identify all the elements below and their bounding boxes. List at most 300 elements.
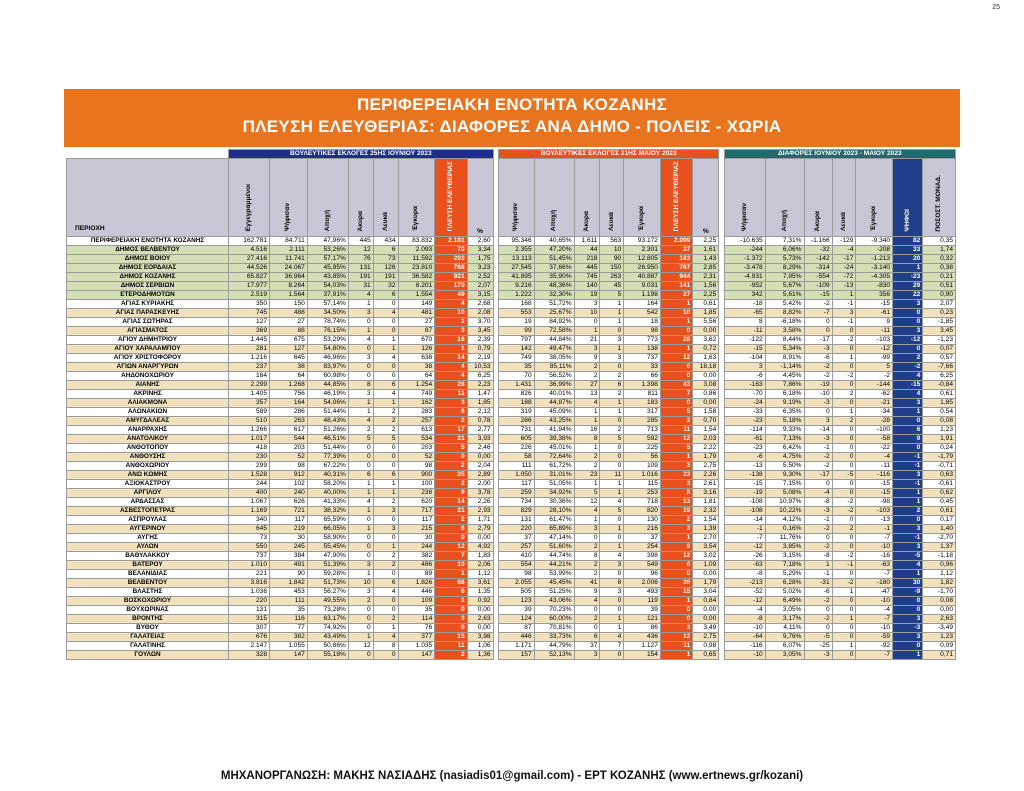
value-cell: 147 (398, 651, 435, 660)
value-cell: 4 (600, 498, 624, 507)
value-cell: -7 (856, 651, 893, 660)
value-cell: 3 (348, 390, 373, 399)
area-name-cell: ΒΕΛΑΝΙΔΙΑΣ (67, 570, 229, 579)
area-name-cell: ΑΥΓΗΣ (67, 534, 229, 543)
value-cell: 2,12 (467, 408, 493, 417)
pleusi-votes-cell: 10 (435, 561, 467, 570)
value-cell: 115 (624, 480, 661, 489)
value-cell: 0 (600, 327, 624, 336)
value-cell: 734 (498, 498, 534, 507)
value-cell: -61 (856, 309, 893, 318)
col-header-label: Εγγεγραμμένοι (245, 184, 253, 232)
value-cell: 0,00 (693, 606, 719, 615)
value-cell: 9,19% (765, 399, 804, 408)
value-cell: -25 (804, 642, 832, 651)
value-cell: 72,58% (534, 327, 574, 336)
value-cell: 0 (832, 624, 856, 633)
value-cell: -10.635 (724, 237, 765, 246)
pleusi-votes-cell: 944 (660, 273, 692, 282)
value-cell: 3,15 (467, 291, 493, 300)
value-cell: -15 (856, 480, 893, 489)
value-cell: 0,61 (693, 300, 719, 309)
value-cell: -100 (856, 426, 893, 435)
pleusi-votes-cell: 0 (660, 570, 692, 579)
value-cell: 398 (624, 552, 661, 561)
value-cell: 44,79% (534, 642, 574, 651)
value-cell: 76 (398, 624, 435, 633)
value-cell: 2 (574, 561, 600, 570)
value-cell: 85,11% (534, 363, 574, 372)
value-cell: 0 (373, 444, 398, 453)
value-cell: 34,50% (307, 309, 348, 318)
value-cell: 0 (373, 300, 398, 309)
value-cell: 1 (348, 570, 373, 579)
value-cell: 8,82% (765, 309, 804, 318)
value-cell: 1.035 (398, 642, 435, 651)
votes-diff-cell: 0 (893, 417, 923, 426)
value-cell: 263 (270, 417, 308, 426)
col-header-label: ΠΛΕΥΣΗ ΕΛΕΥΘΕΡΙΑΣ (446, 161, 454, 232)
value-cell: -108 (724, 498, 765, 507)
value-cell: 436 (624, 633, 661, 642)
value-cell: 0,00 (467, 624, 493, 633)
area-name-cell: ΑΝΘΟΥΣΗΣ (67, 453, 229, 462)
value-cell: 24.067 (270, 264, 308, 273)
value-cell: 1,85 (693, 309, 719, 318)
table-row (67, 435, 956, 444)
value-cell: 2,68 (467, 300, 493, 309)
table-row (67, 399, 956, 408)
pleusi-votes-cell: 12 (660, 633, 692, 642)
value-cell: -2 (804, 300, 832, 309)
value-cell: 1,06 (467, 642, 493, 651)
value-cell: -1 (804, 516, 832, 525)
pleusi-votes-cell: 170 (435, 282, 467, 291)
value-cell: -99 (856, 354, 893, 363)
value-cell: 1.826 (398, 579, 435, 588)
value-cell: 2,63 (467, 615, 493, 624)
votes-diff-cell: 0 (893, 516, 923, 525)
value-cell: 1,91 (923, 435, 956, 444)
value-cell: 1.169 (229, 507, 270, 516)
value-cell: 87 (498, 624, 534, 633)
value-cell: -10 (856, 543, 893, 552)
value-cell: 168 (498, 300, 534, 309)
value-cell: 410 (498, 552, 534, 561)
votes-diff-cell: 33 (893, 246, 923, 255)
value-cell: 1,23 (923, 426, 956, 435)
value-cell: 0 (832, 426, 856, 435)
value-cell: 0 (832, 480, 856, 489)
value-cell: 342 (724, 291, 765, 300)
value-cell: 11,76% (765, 534, 804, 543)
value-cell: -34 (856, 408, 893, 417)
value-cell: 131 (229, 606, 270, 615)
value-cell: 117 (270, 516, 308, 525)
value-cell: 2 (600, 390, 624, 399)
value-cell: 12 (348, 642, 373, 651)
value-cell: 4 (348, 417, 373, 426)
value-cell: 53,29% (307, 336, 348, 345)
value-cell: -1 (832, 318, 856, 327)
value-cell: 315 (229, 615, 270, 624)
votes-diff-cell: 1 (893, 408, 923, 417)
value-cell: 23.810 (398, 264, 435, 273)
value-cell: 1,85 (467, 399, 493, 408)
value-cell: -26 (724, 552, 765, 561)
value-cell: 4 (574, 597, 600, 606)
value-cell: 445 (574, 264, 600, 273)
area-name-cell: ΑΥΓΕΡΙΝΟΥ (67, 525, 229, 534)
value-cell: 38,32% (307, 507, 348, 516)
value-cell: 96 (624, 570, 661, 579)
value-cell: 3,45 (467, 327, 493, 336)
pleusi-votes-cell: 1 (660, 318, 692, 327)
value-cell: -2 (832, 507, 856, 516)
value-cell: -13 (724, 462, 765, 471)
value-cell: 3,93 (467, 435, 493, 444)
col-header (660, 159, 692, 237)
value-cell: 4 (348, 498, 373, 507)
value-cell: 2 (373, 498, 398, 507)
table-row (67, 534, 956, 543)
value-cell: 2 (574, 543, 600, 552)
area-name-cell: ΑΚΡΙΝΗΣ (67, 390, 229, 399)
value-cell: 0 (348, 606, 373, 615)
value-cell: 0,72 (693, 345, 719, 354)
value-cell: 493 (624, 588, 661, 597)
value-cell: -13 (856, 516, 893, 525)
value-cell: 626 (270, 498, 308, 507)
table-row (67, 345, 956, 354)
value-cell: -3 (804, 345, 832, 354)
col-header-label: Άκυρα (356, 210, 364, 232)
area-name-cell: ΓΑΛΑΤΙΝΗΣ (67, 642, 229, 651)
value-cell: 51,05% (534, 480, 574, 489)
value-cell: 1 (348, 408, 373, 417)
value-cell: 3 (600, 561, 624, 570)
value-cell: 73 (229, 534, 270, 543)
value-cell: 756 (270, 390, 308, 399)
value-cell: 1 (600, 525, 624, 534)
value-cell: 3 (574, 525, 600, 534)
value-cell: -72 (832, 273, 856, 282)
value-cell: 1,12 (923, 570, 956, 579)
value-cell: 37 (574, 642, 600, 651)
value-cell: 13 (574, 390, 600, 399)
value-cell: 142 (498, 345, 534, 354)
value-cell: 8.264 (270, 282, 308, 291)
value-cell: 32,30% (534, 291, 574, 300)
page-number: 25 (992, 4, 1000, 11)
value-cell: 0 (832, 633, 856, 642)
value-cell: 453 (270, 588, 308, 597)
value-cell: 737 (229, 552, 270, 561)
value-cell: 0 (832, 381, 856, 390)
value-cell: -180 (856, 579, 893, 588)
value-cell: 0,09 (923, 642, 956, 651)
value-cell: 98 (398, 462, 435, 471)
value-cell: 912 (270, 471, 308, 480)
value-cell: 0,63 (923, 471, 956, 480)
value-cell: 0 (373, 516, 398, 525)
pleusi-votes-cell: 0 (435, 453, 467, 462)
pleusi-votes-cell: 2 (660, 417, 692, 426)
value-cell: -830 (856, 282, 893, 291)
value-cell: 51,73% (307, 579, 348, 588)
value-cell: 1 (574, 408, 600, 417)
value-cell: 6 (373, 291, 398, 300)
value-cell: 30 (270, 534, 308, 543)
value-cell: 0 (600, 606, 624, 615)
value-cell: 28,10% (534, 507, 574, 516)
value-cell: 1 (600, 489, 624, 498)
value-cell: 98 (498, 570, 534, 579)
value-cell: 67,22% (307, 462, 348, 471)
value-cell: 0 (600, 417, 624, 426)
value-cell: 78,74% (307, 318, 348, 327)
value-cell: 2 (832, 390, 856, 399)
value-cell: 19 (498, 318, 534, 327)
value-cell: 1 (348, 327, 373, 336)
value-cell: 1.528 (229, 471, 270, 480)
value-cell: 5 (600, 291, 624, 300)
table-row (67, 264, 956, 273)
value-cell: 23 (574, 471, 600, 480)
value-cell: 549 (624, 561, 661, 570)
value-cell: 1 (574, 417, 600, 426)
value-cell: 65,89% (534, 525, 574, 534)
value-cell: 6,49% (765, 597, 804, 606)
area-name-cell: ΑΣΠΡΟΥΛΑΣ (67, 516, 229, 525)
value-cell: 5,67% (765, 282, 804, 291)
value-cell: -1 (804, 570, 832, 579)
value-cell: 58 (498, 453, 534, 462)
value-cell: 37 (624, 534, 661, 543)
value-cell: 1,54 (693, 426, 719, 435)
pleusi-votes-cell: 37 (660, 246, 692, 255)
value-cell: 1 (348, 480, 373, 489)
value-cell: 3 (600, 588, 624, 597)
value-cell: 5,73% (765, 255, 804, 264)
pleusi-votes-cell: 4 (435, 300, 467, 309)
value-cell: 3 (724, 363, 765, 372)
value-cell: 5,56 (693, 318, 719, 327)
value-cell: 605 (498, 435, 534, 444)
value-cell: 44 (574, 246, 600, 255)
value-cell: 61,47% (534, 516, 574, 525)
value-cell: -10 (856, 624, 893, 633)
value-cell: 1 (600, 480, 624, 489)
value-cell: 121 (624, 615, 661, 624)
value-cell: 157 (498, 651, 534, 660)
value-cell: 127 (270, 345, 308, 354)
pleusi-votes-cell: 10 (660, 309, 692, 318)
value-cell: 9 (574, 354, 600, 363)
value-cell: 589 (229, 408, 270, 417)
value-cell: 164 (229, 372, 270, 381)
value-cell: 0,61 (923, 390, 956, 399)
value-cell: 43,06% (534, 597, 574, 606)
value-cell: 0 (832, 606, 856, 615)
value-cell: 150 (270, 300, 308, 309)
value-cell: 6 (574, 633, 600, 642)
value-cell: 5 (574, 489, 600, 498)
value-cell: 43,25% (534, 417, 574, 426)
value-cell: 713 (624, 426, 661, 435)
votes-diff-cell: 6 (893, 426, 923, 435)
area-name-cell: ΒΟΥΧΩΡΙΝΑΣ (67, 606, 229, 615)
value-cell: 2,19 (467, 354, 493, 363)
value-cell: 46,19% (307, 390, 348, 399)
value-cell: -129 (832, 237, 856, 246)
value-cell: 0,00 (923, 606, 956, 615)
value-cell: 8 (373, 642, 398, 651)
pleusi-votes-cell: 0 (660, 399, 692, 408)
value-cell: -10 (724, 624, 765, 633)
value-cell: 1 (574, 516, 600, 525)
value-cell: 36.582 (398, 273, 435, 282)
pleusi-votes-cell: 12 (660, 354, 692, 363)
area-name-cell: ΓΑΛΑΤΕΙΑΣ (67, 633, 229, 642)
value-cell: -3 (804, 399, 832, 408)
value-cell: 384 (270, 552, 308, 561)
table-row (67, 426, 956, 435)
value-cell: -13 (832, 282, 856, 291)
value-cell: 59,28% (307, 570, 348, 579)
col-header-label: Λευκά (381, 212, 389, 232)
value-cell: 3,58% (765, 327, 804, 336)
value-cell: 1.445 (229, 336, 270, 345)
pleusi-votes-cell: 3 (435, 615, 467, 624)
table-row (67, 309, 956, 318)
value-cell: 3,05% (765, 606, 804, 615)
value-cell: 445 (348, 237, 373, 246)
value-cell: 54,06% (307, 399, 348, 408)
value-cell: 3 (348, 309, 373, 318)
value-cell: 1 (600, 309, 624, 318)
votes-diff-cell: 20 (893, 255, 923, 264)
value-cell: -18 (724, 300, 765, 309)
value-cell: 0 (832, 399, 856, 408)
value-cell: 64 (270, 372, 308, 381)
pleusi-votes-cell: 0 (435, 606, 467, 615)
value-cell: -1 (804, 444, 832, 453)
col-header-label: ΨΗΦΟΙ (903, 208, 911, 232)
value-cell: 127 (229, 318, 270, 327)
value-cell: 33,73% (534, 633, 574, 642)
value-cell: -116 (856, 471, 893, 480)
pleusi-votes-cell: 11 (435, 642, 467, 651)
value-cell: 72,64% (534, 453, 574, 462)
votes-diff-cell: 29 (893, 282, 923, 291)
value-cell: -1,23 (923, 336, 956, 345)
col-header (498, 159, 534, 237)
value-cell: -116 (724, 642, 765, 651)
value-cell: 638 (398, 354, 435, 363)
col-header (856, 159, 893, 237)
value-cell: -2 (832, 498, 856, 507)
value-cell: 0 (373, 597, 398, 606)
value-cell: 61,72% (534, 462, 574, 471)
value-cell: 2,31 (693, 273, 719, 282)
value-cell: 6,42% (765, 444, 804, 453)
value-cell: 3 (600, 336, 624, 345)
pleusi-votes-cell: 15 (660, 588, 692, 597)
value-cell: -6 (724, 372, 765, 381)
value-cell: 2 (373, 552, 398, 561)
value-cell: -7 (724, 534, 765, 543)
pleusi-votes-cell: 3 (660, 624, 692, 633)
area-name-cell: ΒΕΛΒΕΝΤΟΥ (67, 579, 229, 588)
value-cell: 0 (804, 318, 832, 327)
value-cell: 0 (373, 570, 398, 579)
votes-diff-cell: 3 (893, 471, 923, 480)
value-cell: 6,35% (765, 408, 804, 417)
value-cell: -32 (804, 246, 832, 255)
pleusi-votes-cell: 10 (435, 309, 467, 318)
value-cell: 56,27% (307, 588, 348, 597)
value-cell: 164 (624, 300, 661, 309)
value-cell: 0 (373, 606, 398, 615)
value-cell: 0 (600, 363, 624, 372)
votes-diff-cell: 1 (893, 570, 923, 579)
value-cell: 299 (229, 462, 270, 471)
value-cell: 811 (624, 390, 661, 399)
value-cell: 56 (624, 453, 661, 462)
value-cell: 0,78 (467, 417, 493, 426)
value-cell: 0,71 (923, 651, 956, 660)
value-cell: 0,98 (693, 642, 719, 651)
value-cell: 5,02% (765, 588, 804, 597)
value-cell: 2,03 (693, 435, 719, 444)
col-header-label: Αποχή (550, 210, 558, 232)
votes-diff-cell: 2 (893, 507, 923, 516)
value-cell: 216 (624, 525, 661, 534)
value-cell: 10 (348, 579, 373, 588)
value-cell: 0,45 (923, 498, 956, 507)
value-cell: 93.172 (624, 237, 661, 246)
value-cell: 4 (373, 588, 398, 597)
value-cell: -2 (832, 552, 856, 561)
area-name-cell: ΑΡΔΑΣΣΑΣ (67, 498, 229, 507)
votes-diff-cell: 3 (893, 615, 923, 624)
value-cell: 281 (229, 345, 270, 354)
value-cell: -3,49 (923, 624, 956, 633)
value-cell: 114 (398, 615, 435, 624)
value-cell: 1 (832, 408, 856, 417)
pleusi-votes-cell: 6 (435, 408, 467, 417)
value-cell: 50,86% (307, 642, 348, 651)
col-header (724, 159, 765, 237)
value-cell: 221 (229, 570, 270, 579)
area-name-cell: ΕΤΕΡΟΔΗΜΟΤΩΝ (67, 291, 229, 300)
value-cell: 0 (832, 516, 856, 525)
value-cell: 2,52 (467, 273, 493, 282)
value-cell: 0 (574, 534, 600, 543)
value-cell: -2,70 (923, 534, 956, 543)
value-cell: 32 (373, 282, 398, 291)
value-cell: 0,62 (923, 489, 956, 498)
value-cell: 0 (832, 570, 856, 579)
votes-diff-cell: 0 (893, 318, 923, 327)
value-cell: -7 (856, 615, 893, 624)
value-cell: 2.355 (498, 246, 534, 255)
value-cell: 0,86 (693, 390, 719, 399)
value-cell: 5,08% (765, 489, 804, 498)
value-cell: 111 (270, 597, 308, 606)
value-cell: -7,66 (923, 363, 956, 372)
